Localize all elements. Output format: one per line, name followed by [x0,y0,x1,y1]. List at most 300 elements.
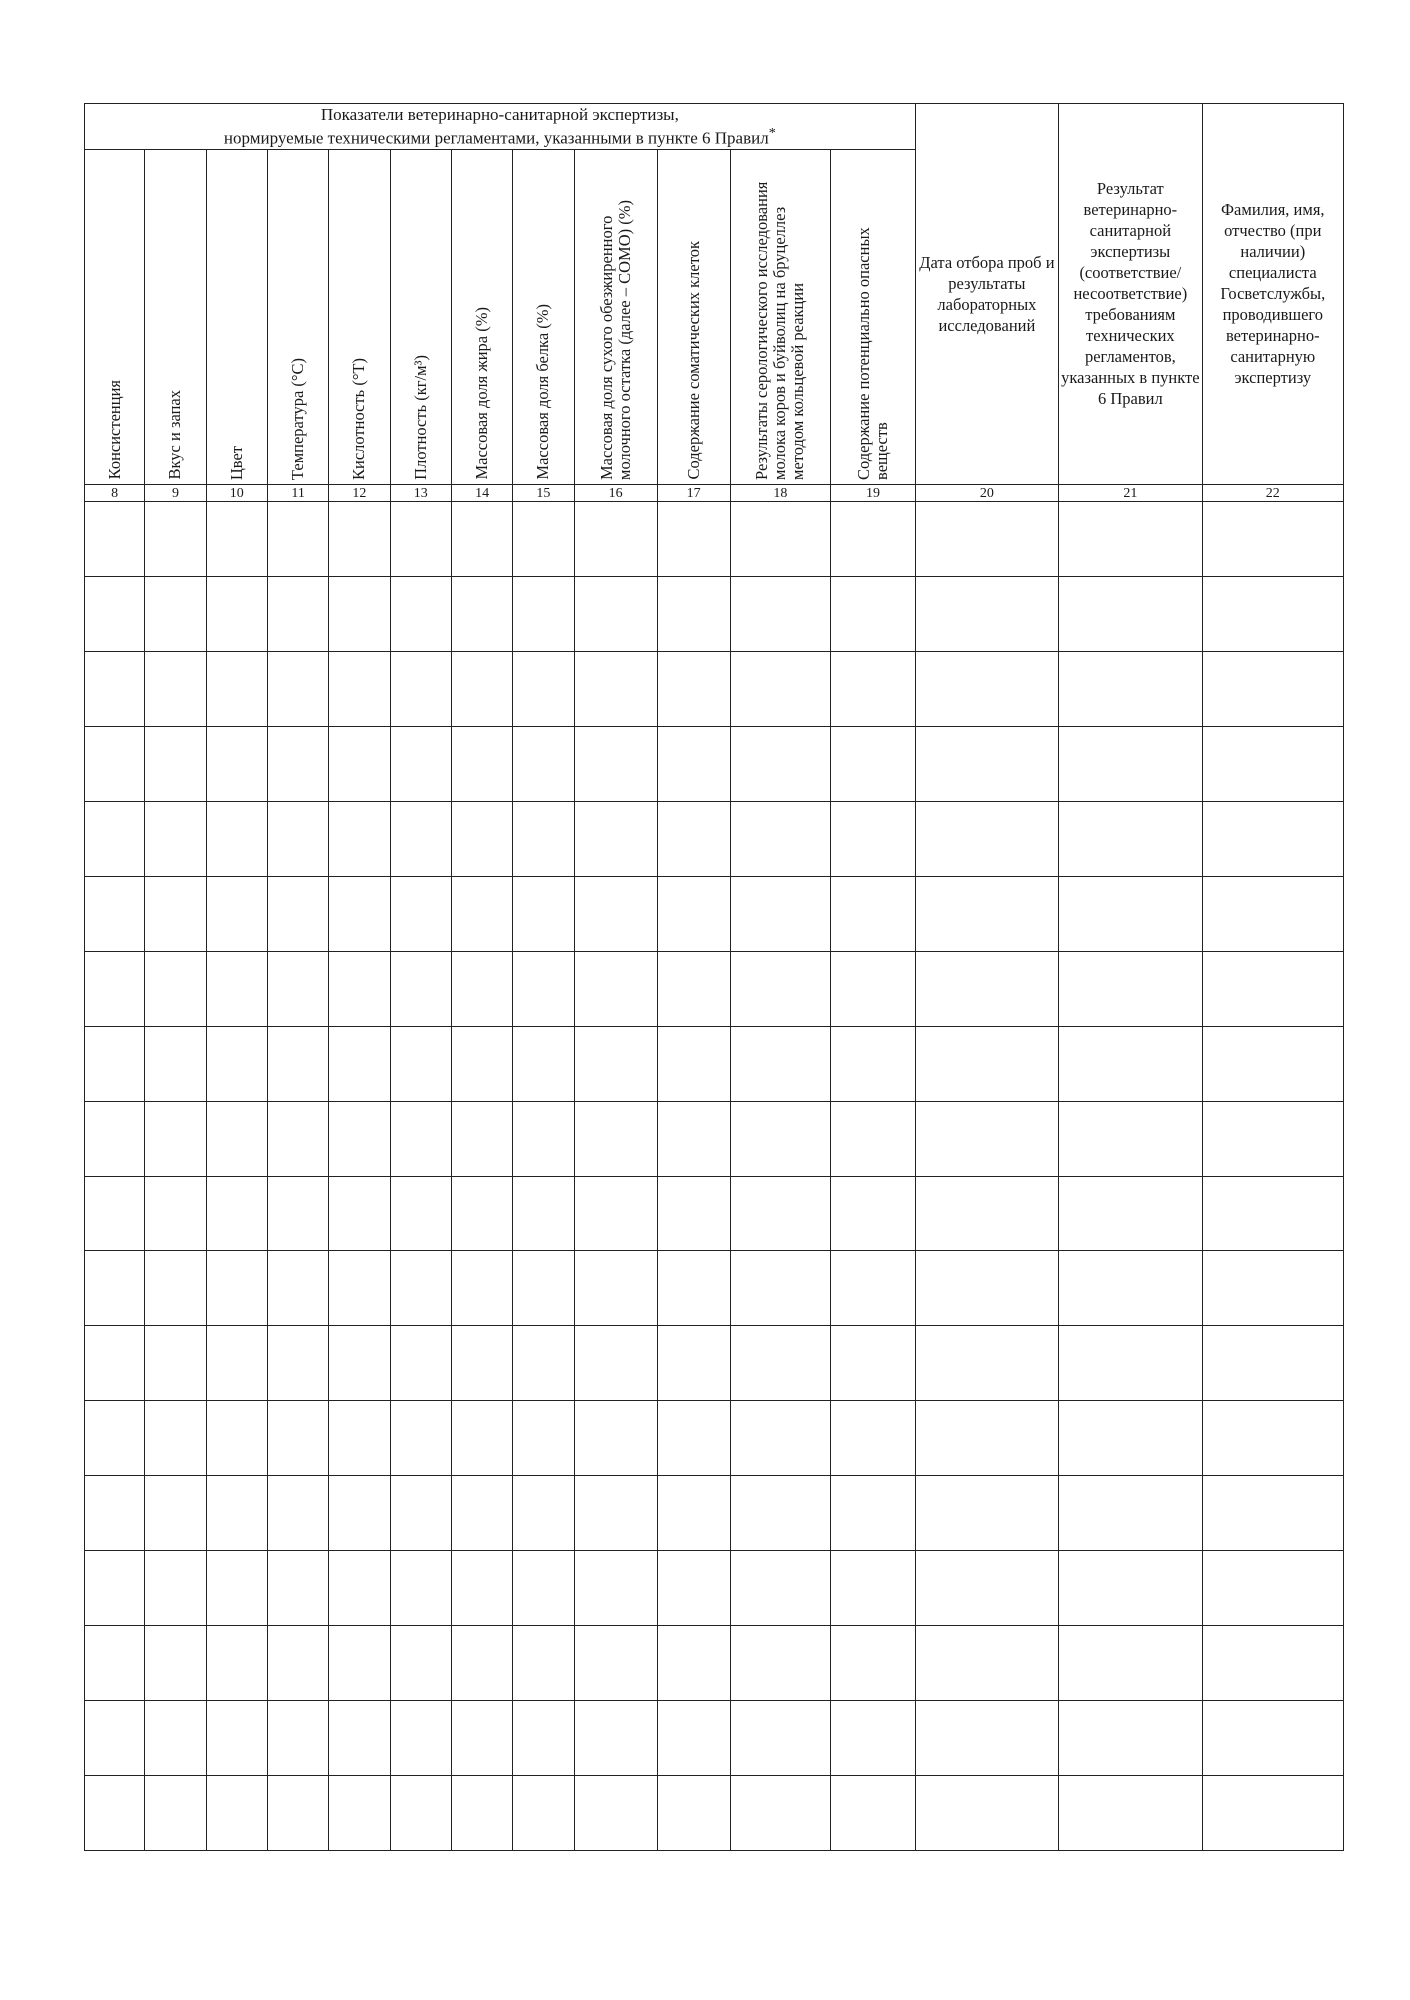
table-cell[interactable] [915,1775,1058,1850]
table-cell[interactable] [657,951,730,1026]
table-cell[interactable] [451,951,512,1026]
table-cell[interactable] [390,1551,451,1626]
header-label-13: Плотность (кг/м³) [410,354,430,480]
table-cell[interactable] [831,1476,915,1551]
table-row [85,577,1344,652]
table-cell[interactable] [329,1551,390,1626]
table-cell[interactable] [1059,1401,1202,1476]
table-cell[interactable] [206,1775,267,1850]
table-cell[interactable] [451,1401,512,1476]
table-cell[interactable] [145,1626,206,1701]
table-cell[interactable] [145,1701,206,1776]
table-cell[interactable] [513,1101,574,1176]
table-cell[interactable] [145,727,206,802]
table-cell[interactable] [1202,652,1343,727]
table-cell[interactable] [574,1401,657,1476]
table-cell[interactable] [206,502,267,577]
table-cell[interactable] [574,727,657,802]
table-cell[interactable] [730,1026,831,1101]
header-label-15: Массовая доля белка (%) [533,304,553,480]
table-cell[interactable] [513,1326,574,1401]
table-cell[interactable] [329,1026,390,1101]
header-col-22 [1202,104,1343,485]
table-cell[interactable] [730,652,831,727]
table-cell[interactable] [1059,652,1202,727]
table-cell[interactable] [206,1026,267,1101]
table-cell[interactable] [1202,1551,1343,1626]
table-cell[interactable] [267,1775,328,1850]
table-cell[interactable] [85,577,145,652]
table-cell[interactable] [390,1326,451,1401]
table-cell[interactable] [206,1551,267,1626]
table-cell[interactable] [451,1551,512,1626]
table-cell[interactable] [85,652,145,727]
header-col-10 [206,150,267,485]
table-cell[interactable] [657,1401,730,1476]
table-cell[interactable] [206,876,267,951]
table-cell[interactable] [1059,1251,1202,1326]
table-row [85,1701,1344,1776]
table-cell[interactable] [657,1626,730,1701]
header-col-14 [451,150,512,485]
table-cell[interactable] [267,1176,328,1251]
table-cell[interactable] [657,1326,730,1401]
table-cell[interactable] [574,801,657,876]
table-cell[interactable] [390,1775,451,1850]
table-cell[interactable] [513,1476,574,1551]
header-label-11: Температура (°C) [288,357,308,480]
table-cell[interactable] [145,801,206,876]
table-cell[interactable] [513,951,574,1026]
table-cell[interactable] [831,801,915,876]
table-cell[interactable] [1059,1101,1202,1176]
table-cell[interactable] [915,652,1058,727]
table-cell[interactable] [267,1701,328,1776]
table-cell[interactable] [1059,1551,1202,1626]
table-cell[interactable] [451,1476,512,1551]
table-cell[interactable] [1059,801,1202,876]
table-cell[interactable] [1059,1176,1202,1251]
table-cell[interactable] [513,652,574,727]
table-cell[interactable] [915,727,1058,802]
table-cell[interactable] [1202,1101,1343,1176]
table-cell[interactable] [206,1176,267,1251]
table-cell[interactable] [730,1101,831,1176]
table-cell[interactable] [1059,1026,1202,1101]
table-cell[interactable] [915,1176,1058,1251]
table-cell[interactable] [85,1026,145,1101]
group-header [85,104,916,150]
table-cell[interactable] [206,727,267,802]
table-cell[interactable] [390,1101,451,1176]
header-label-20: Дата отбора проб и результаты лабораторных исследований [919,252,1055,335]
table-cell[interactable] [657,727,730,802]
table-cell[interactable] [206,1701,267,1776]
table-cell[interactable] [329,1701,390,1776]
table-cell[interactable] [831,1026,915,1101]
table-cell[interactable] [1202,727,1343,802]
table-cell[interactable] [1202,1775,1343,1850]
table-cell[interactable] [730,801,831,876]
table-cell[interactable] [1202,876,1343,951]
table-cell[interactable] [85,951,145,1026]
header-col-20 [915,104,1058,485]
table-cell[interactable] [329,801,390,876]
table-cell[interactable] [831,1101,915,1176]
table-cell[interactable] [915,1401,1058,1476]
table-cell[interactable] [267,1626,328,1701]
table-cell[interactable] [657,1251,730,1326]
table-cell[interactable] [206,1251,267,1326]
table-cell[interactable] [1059,1626,1202,1701]
header-label-17: Содержание соматических клеток [683,241,703,480]
table-cell[interactable] [267,1326,328,1401]
table-cell[interactable] [574,1026,657,1101]
table-cell[interactable] [145,577,206,652]
table-cell[interactable] [145,1176,206,1251]
table-cell[interactable] [730,1326,831,1401]
table-cell[interactable] [574,652,657,727]
table-cell[interactable] [85,801,145,876]
table-cell[interactable] [1059,727,1202,802]
table-cell[interactable] [513,1626,574,1701]
table-cell[interactable] [657,1476,730,1551]
table-cell[interactable] [85,1176,145,1251]
table-cell[interactable] [513,1701,574,1776]
table-cell[interactable] [451,1701,512,1776]
table-cell[interactable] [831,1551,915,1626]
table-cell[interactable] [329,502,390,577]
table-cell[interactable] [206,1401,267,1476]
table-cell[interactable] [831,1775,915,1850]
table-cell[interactable] [329,1251,390,1326]
table-cell[interactable] [267,801,328,876]
header-label-12: Кислотность (°T) [349,357,369,480]
table-cell[interactable] [915,951,1058,1026]
table-body [85,502,1344,1851]
table-row [85,801,1344,876]
table-cell[interactable] [267,1101,328,1176]
table-cell[interactable] [915,1026,1058,1101]
table-cell[interactable] [915,1626,1058,1701]
footnote-mark: * [768,125,776,142]
table-cell[interactable] [390,502,451,577]
table-cell[interactable] [451,577,512,652]
col-number-16: 16 [574,484,657,501]
table-cell[interactable] [1059,1326,1202,1401]
table-cell[interactable] [145,1775,206,1850]
table-cell[interactable] [145,951,206,1026]
table-cell[interactable] [915,801,1058,876]
table-cell[interactable] [831,951,915,1026]
table-cell[interactable] [574,1551,657,1626]
table-cell[interactable] [657,1701,730,1776]
table-cell[interactable] [1202,502,1343,577]
table-cell[interactable] [329,951,390,1026]
table-cell[interactable] [85,502,145,577]
table-cell[interactable] [206,652,267,727]
table-cell[interactable] [267,1251,328,1326]
table-cell[interactable] [915,1251,1058,1326]
table-cell[interactable] [267,727,328,802]
table-cell[interactable] [915,577,1058,652]
table-cell[interactable] [329,1626,390,1701]
table-cell[interactable] [206,577,267,652]
table-cell[interactable] [390,577,451,652]
table-cell[interactable] [1202,577,1343,652]
table-cell[interactable] [831,1176,915,1251]
table-cell[interactable] [574,502,657,577]
table-cell[interactable] [1059,1701,1202,1776]
table-cell[interactable] [329,1401,390,1476]
table-cell[interactable] [390,1476,451,1551]
table-cell[interactable] [145,876,206,951]
table-cell[interactable] [1059,577,1202,652]
table-cell[interactable] [267,1026,328,1101]
table-cell[interactable] [831,876,915,951]
table-cell[interactable] [831,1251,915,1326]
table-cell[interactable] [85,1551,145,1626]
table-cell[interactable] [85,1775,145,1850]
table-cell[interactable] [915,1701,1058,1776]
table-cell[interactable] [329,1176,390,1251]
table-cell[interactable] [915,1101,1058,1176]
col-number-11: 11 [267,484,328,501]
table-cell[interactable] [451,1775,512,1850]
table-cell[interactable] [513,801,574,876]
table-cell[interactable] [730,1251,831,1326]
table-cell[interactable] [329,1476,390,1551]
table-cell[interactable] [267,577,328,652]
table-cell[interactable] [574,1626,657,1701]
table-cell[interactable] [831,1626,915,1701]
table-cell[interactable] [145,502,206,577]
table-cell[interactable] [574,1326,657,1401]
table-cell[interactable] [206,951,267,1026]
table-cell[interactable] [915,1551,1058,1626]
table-cell[interactable] [145,1326,206,1401]
table-cell[interactable] [574,577,657,652]
table-cell[interactable] [451,1101,512,1176]
table-cell[interactable] [267,1551,328,1626]
header-col-13 [390,150,451,485]
table-row [85,951,1344,1026]
table-cell[interactable] [513,577,574,652]
table-cell[interactable] [267,876,328,951]
table-cell[interactable] [85,1401,145,1476]
table-cell[interactable] [730,1775,831,1850]
table-cell[interactable] [831,727,915,802]
table-cell[interactable] [85,1626,145,1701]
table-cell[interactable] [145,1251,206,1326]
table-cell[interactable] [1059,1476,1202,1551]
table-cell[interactable] [85,727,145,802]
table-cell[interactable] [513,876,574,951]
table-cell[interactable] [513,1775,574,1850]
table-cell[interactable] [206,1476,267,1551]
table-cell[interactable] [831,652,915,727]
table-cell[interactable] [513,1026,574,1101]
table-cell[interactable] [329,876,390,951]
table-cell[interactable] [831,1401,915,1476]
table-cell[interactable] [390,951,451,1026]
table-cell[interactable] [831,1326,915,1401]
table-cell[interactable] [1059,502,1202,577]
table-cell[interactable] [1202,1626,1343,1701]
table-cell[interactable] [390,801,451,876]
table-cell[interactable] [1202,951,1343,1026]
table-cell[interactable] [451,1326,512,1401]
table-cell[interactable] [451,652,512,727]
table-cell[interactable] [85,1701,145,1776]
table-cell[interactable] [390,1251,451,1326]
table-cell[interactable] [451,1626,512,1701]
table-row [85,1626,1344,1701]
table-cell[interactable] [730,1551,831,1626]
table-cell[interactable] [730,876,831,951]
table-cell[interactable] [390,1176,451,1251]
table-cell[interactable] [730,1476,831,1551]
table-cell[interactable] [1202,1026,1343,1101]
table-cell[interactable] [1059,951,1202,1026]
table-cell[interactable] [267,502,328,577]
table-cell[interactable] [451,1251,512,1326]
table-cell[interactable] [730,951,831,1026]
table-cell[interactable] [329,1326,390,1401]
table-cell[interactable] [657,1551,730,1626]
table-cell[interactable] [145,1401,206,1476]
table-cell[interactable] [730,1626,831,1701]
table-cell[interactable] [329,1775,390,1850]
table-cell[interactable] [513,1251,574,1326]
table-cell[interactable] [657,1026,730,1101]
table-cell[interactable] [85,1251,145,1326]
table-cell[interactable] [329,577,390,652]
table-cell[interactable] [451,727,512,802]
table-cell[interactable] [657,801,730,876]
table-cell[interactable] [574,951,657,1026]
table-cell[interactable] [1202,1401,1343,1476]
table-cell[interactable] [1202,1176,1343,1251]
table-cell[interactable] [267,1401,328,1476]
table-cell[interactable] [915,502,1058,577]
col-number-19: 19 [831,484,915,501]
table-cell[interactable] [390,1026,451,1101]
table-cell[interactable] [451,876,512,951]
table-cell[interactable] [145,1026,206,1101]
table-cell[interactable] [730,1701,831,1776]
table-cell[interactable] [657,1775,730,1850]
table-cell[interactable] [513,1551,574,1626]
table-cell[interactable] [730,1176,831,1251]
header-label-19: Содержание потенциально опасных веществ [854,227,891,480]
table-cell[interactable] [915,1476,1058,1551]
table-cell[interactable] [1202,1326,1343,1401]
table-cell[interactable] [1202,1476,1343,1551]
table-cell[interactable] [329,727,390,802]
table-cell[interactable] [85,1476,145,1551]
table-cell[interactable] [1059,1775,1202,1850]
table-cell[interactable] [574,1775,657,1850]
table-cell[interactable] [574,1251,657,1326]
table-cell[interactable] [915,1326,1058,1401]
table-cell[interactable] [85,1101,145,1176]
table-cell[interactable] [574,1701,657,1776]
table-cell[interactable] [206,1326,267,1401]
table-cell[interactable] [657,502,730,577]
table-cell[interactable] [730,1401,831,1476]
table-cell[interactable] [513,727,574,802]
header-col-15 [513,150,574,485]
table-cell[interactable] [915,876,1058,951]
header-label-18: Результаты серологического исследования молока коров и буйволиц на бруцеллез методом кольцевой реакции [752,181,808,480]
col-number-14: 14 [451,484,512,501]
table-row [85,1551,1344,1626]
table-cell[interactable] [206,1626,267,1701]
table-cell[interactable] [390,652,451,727]
table-cell[interactable] [451,502,512,577]
table-cell[interactable] [657,1176,730,1251]
table-cell[interactable] [145,1476,206,1551]
table-cell[interactable] [730,727,831,802]
table-cell[interactable] [85,1326,145,1401]
table-cell[interactable] [513,1176,574,1251]
table-cell[interactable] [390,1626,451,1701]
table-cell[interactable] [206,1101,267,1176]
table-cell[interactable] [267,652,328,727]
table-cell[interactable] [831,577,915,652]
table-cell[interactable] [1202,1251,1343,1326]
table-cell[interactable] [267,951,328,1026]
table-cell[interactable] [206,801,267,876]
table-cell[interactable] [1059,876,1202,951]
table-cell[interactable] [145,1551,206,1626]
table-cell[interactable] [451,1176,512,1251]
table-cell[interactable] [513,502,574,577]
table-cell[interactable] [730,577,831,652]
table-cell[interactable] [145,652,206,727]
table-cell[interactable] [513,1401,574,1476]
table-cell[interactable] [657,876,730,951]
table-cell[interactable] [451,801,512,876]
table-cell[interactable] [574,876,657,951]
table-cell[interactable] [574,1101,657,1176]
table-cell[interactable] [390,1401,451,1476]
table-cell[interactable] [1202,1701,1343,1776]
table-cell[interactable] [657,577,730,652]
table-cell[interactable] [730,502,831,577]
table-cell[interactable] [831,1701,915,1776]
table-cell[interactable] [831,502,915,577]
table-cell[interactable] [329,1101,390,1176]
table-cell[interactable] [390,876,451,951]
table-cell[interactable] [657,1101,730,1176]
table-cell[interactable] [657,652,730,727]
table-cell[interactable] [145,1101,206,1176]
table-cell[interactable] [390,1701,451,1776]
table-cell[interactable] [451,1026,512,1101]
table-cell[interactable] [85,876,145,951]
table-cell[interactable] [574,1176,657,1251]
table-cell[interactable] [1202,801,1343,876]
table-cell[interactable] [574,1476,657,1551]
col-number-12: 12 [329,484,390,501]
table-cell[interactable] [390,727,451,802]
table-cell[interactable] [267,1476,328,1551]
table-row [85,1326,1344,1401]
col-number-8: 8 [85,484,145,501]
table-cell[interactable] [329,652,390,727]
